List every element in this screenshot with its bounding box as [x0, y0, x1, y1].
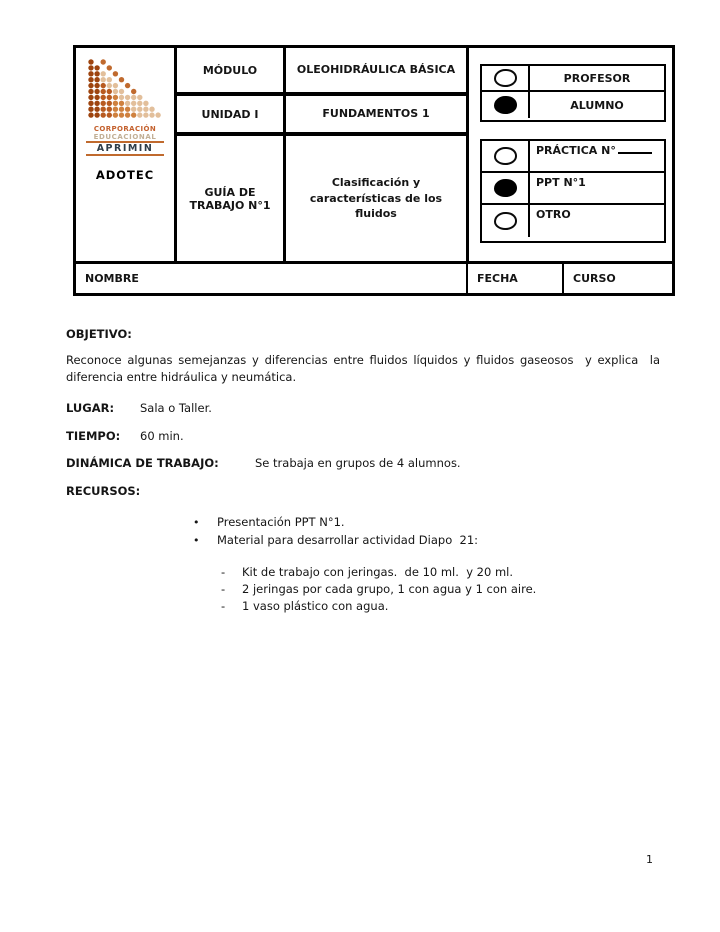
module-section: [177, 48, 469, 261]
otro-checkbox-icon: [494, 212, 517, 230]
list-item: [221, 598, 388, 615]
alumno-label: ALUMNO: [570, 98, 624, 112]
practica-blank-line: [618, 144, 652, 154]
bullet-text: Material para desarrollar actividad Diapo 21:: [217, 533, 479, 547]
nombre-field: NOMBRE: [76, 264, 468, 293]
practica-label: [530, 141, 664, 171]
objetivo-paragraph: Reconoce algunas semejanzas y diferencias entre fluidos líquidos y fluidos gaseosos y explica la diferencia entre hidráulica y neumática.: [66, 353, 664, 384]
module-label: MÓDULO: [177, 48, 286, 92]
otro-label: OTRO: [536, 208, 571, 221]
org-name-block: [86, 125, 164, 156]
otro-circle-cell: [482, 205, 530, 237]
alumno-circle-cell: [482, 92, 530, 118]
tiempo-value: 60 min.: [140, 429, 184, 443]
profesor-label: PROFESOR: [563, 71, 631, 85]
checkbox-section: [472, 48, 672, 261]
material-row-ppt: [482, 173, 664, 205]
profesor-circle-cell: [482, 66, 530, 90]
curso-field: CURSO: [573, 272, 616, 285]
guide-value: Clasificación y características de los fluidos: [286, 136, 469, 261]
material-table: [480, 139, 666, 243]
logo-cell: [76, 48, 177, 261]
dinamica-heading: DINÁMICA DE TRABAJO:: [66, 456, 219, 470]
tiempo-heading: TIEMPO:: [66, 429, 121, 443]
name-date-row: [76, 261, 672, 293]
dash-text: 1 vaso plástico con agua.: [242, 599, 389, 613]
ppt-circle-cell: [482, 173, 530, 203]
unit-label: UNIDAD I: [177, 96, 286, 132]
org-line-aprimin: APRIMIN: [86, 141, 164, 156]
practica-label-text: PRÁCTICA N°: [536, 144, 616, 157]
bullet-text: Presentación PPT N°1.: [217, 515, 345, 529]
unit-row: [177, 96, 469, 136]
audience-row-alumno: [482, 92, 664, 118]
guide-row: [177, 136, 469, 261]
practica-checkbox-icon: [494, 147, 517, 165]
bullet-icon: •: [193, 516, 200, 529]
recursos-heading: RECURSOS:: [66, 484, 141, 498]
ppt-label: PPT N°1: [536, 176, 586, 189]
list-item: [193, 532, 478, 549]
dash-icon: -: [221, 565, 226, 579]
profesor-checkbox-icon: [494, 69, 517, 87]
material-row-practica: [482, 141, 664, 173]
org-line-corporacion: CORPORACIÓN: [93, 125, 157, 133]
objetivo-heading: OBJETIVO:: [66, 327, 132, 341]
list-item: [193, 514, 345, 531]
unit-value: FUNDAMENTOS 1: [286, 96, 469, 132]
module-value: OLEOHIDRÁULICA BÁSICA: [286, 48, 469, 92]
dash-icon: -: [221, 599, 226, 613]
fecha-field: FECHA: [468, 264, 564, 293]
practica-circle-cell: [482, 141, 530, 171]
alumno-checkbox-icon: [494, 96, 517, 114]
lugar-heading: LUGAR:: [66, 401, 115, 415]
ppt-checkbox-icon: [494, 179, 517, 197]
audience-table: [480, 64, 666, 122]
guide-label: GUÍA DE TRABAJO N°1: [177, 136, 286, 261]
list-item: [221, 564, 513, 581]
adotec-label: ADOTEC: [95, 168, 155, 182]
audience-row-profesor: [482, 66, 664, 92]
module-row: [177, 48, 469, 96]
bullet-icon: •: [193, 534, 200, 547]
list-item: [221, 581, 536, 598]
material-row-otro: [482, 205, 664, 237]
dash-icon: -: [221, 582, 226, 596]
header-table: [73, 45, 675, 296]
dinamica-value: Se trabaja en grupos de 4 alumnos.: [255, 456, 461, 470]
org-line-educacional: EDUCACIONAL: [93, 133, 157, 141]
lugar-value: Sala o Taller.: [140, 401, 212, 415]
dash-text: 2 jeringas por cada grupo, 1 con agua y 1 con aire.: [242, 582, 537, 596]
aprimin-logo-icon: [86, 58, 164, 120]
page-number: 1: [646, 853, 653, 866]
dash-text: Kit de trabajo con jeringas. de 10 ml. y 20 ml.: [242, 565, 514, 579]
